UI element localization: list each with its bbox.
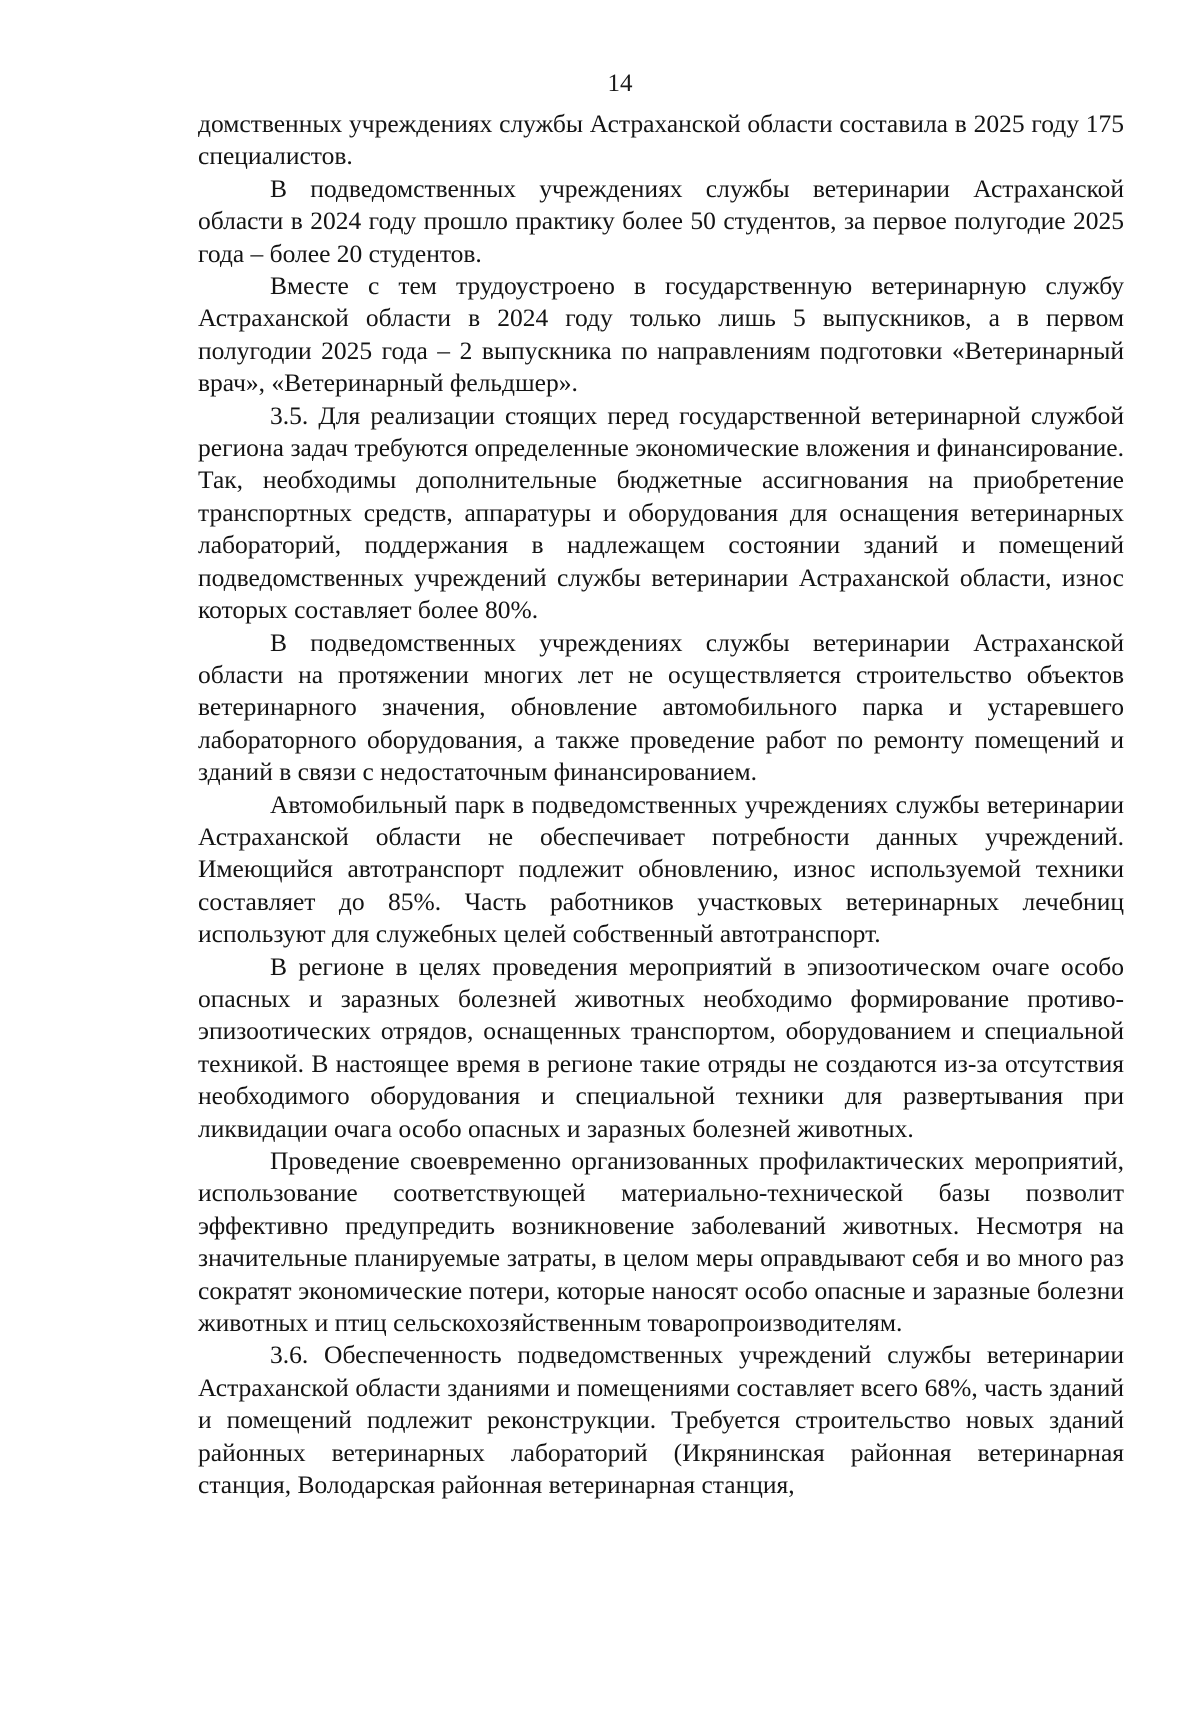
paragraph-continuation: домственных учреждениях службы Астраханской области составила в 2025 году 175 специалистов. <box>198 109 1124 171</box>
paragraph-section-3-5: 3.5. Для реализации стоящих перед государственной ветеринарной службой региона задач требуются определенные экономические вложения и финансирование. Так, необходимы дополнительные бюджетные ассигнования на приобретение транспортных средств, аппаратуры и оборудования для оснащения ветеринарных лабораторий, поддержания в надлежащем состоянии зданий и помещений подведомственных учреждений службы ветеринарии Астраханской области, износ которых составляет более 80%. <box>198 400 1124 625</box>
page-number: 14 <box>607 70 633 97</box>
paragraph-construction: В подведомственных учреждениях службы ветеринарии Астраханской области на протяжении многих лет не осуществляется строительство объектов ветеринарного значения, обновление автомобильного парка и устаревшего лабораторного оборудования, а также проведение работ по ремонту помещений и зданий в связи с недостаточным финансированием. <box>198 627 1124 787</box>
paragraph-graduates-employment: Вместе с тем трудоустроено в государственную ветеринарную службу Астраханской области в 2024 году только лишь 5 выпускников, а в первом полугодии 2025 года – 2 выпускника по направлениям подготовки «Ветеринарный врач», «Ветеринарный фельдшер». <box>198 271 1124 398</box>
paragraph-vehicle-fleet: Автомобильный парк в подведомственных учреждениях службы ветеринарии Астраханской области не обеспечивает потребности данных учреждений. Имеющийся автотранспорт подлежит обновлению, износ используемой техники составляет до 85%. Часть работников участковых ветеринарных лечебниц используют для служебных целей собственный автотранспорт. <box>198 789 1124 949</box>
paragraph-epizootic-units: В регионе в целях проведения мероприятий в эпизоотическом очаге особо опасных и заразных болезней животных необходимо формирование противоэпизоотических отрядов, оснащенных транспортом, оборудованием и специальной техникой. В настоящее время в регионе такие отряды не создаются из-за отсутствия необходимого оборудования и специальной техники для развертывания при ликвидации очага особо опасных и заразных болезней животных. <box>198 951 1124 1143</box>
paragraph-section-3-6: 3.6. Обеспеченность подведомственных учреждений службы ветеринарии Астраханской области зданиями и помещениями составляет всего 68%, часть зданий и помещений подлежит реконструкции. Требуется строительство новых зданий районных ветеринарных лабораторий (Икрянинская районная ветеринарная станция, Володарская районная ветеринарная станция, <box>198 1340 1124 1500</box>
paragraph-prevention: Проведение своевременно организованных профилактических мероприятий, использование соответствующей материально-технической базы позволит эффективно предупредить возникновение заболеваний животных. Несмотря на значительные планируемые затраты, в целом меры оправдывают себя и во много раз сократят экономические потери, которые наносят особо опасные и заразные болезни животных и птиц сельскохозяйственным товаропроизводителям. <box>198 1146 1124 1338</box>
paragraph-students-practice: В подведомственных учреждениях службы ветеринарии Астраханской области в 2024 году прошло практику более 50 студентов, за первое полугодие 2025 года – более 20 студентов. <box>198 173 1124 268</box>
body-text <box>198 108 1124 1501</box>
